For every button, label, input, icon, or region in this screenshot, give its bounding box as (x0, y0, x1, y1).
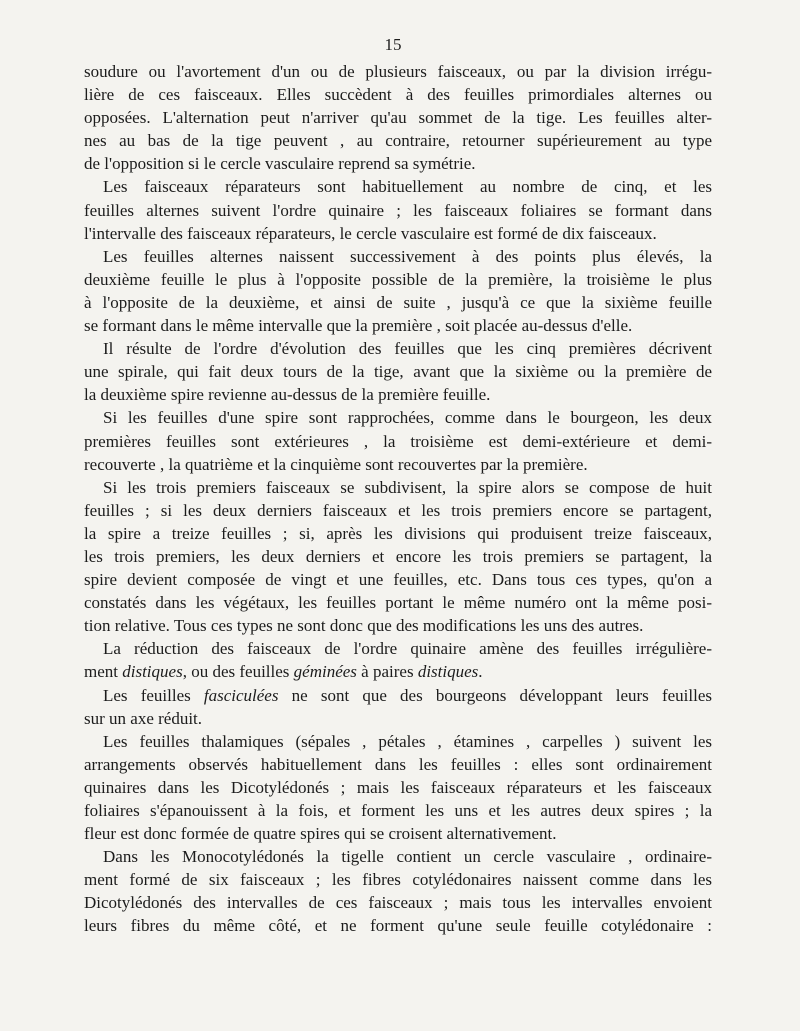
line-text: à l'opposite de la deuxième, et ainsi de suite , jusqu'à ce que la sixième feuille (84, 292, 712, 312)
line-text: Il résulte de l'ordre d'évolution des feuilles que les cinq premières décrivent (103, 339, 712, 359)
paragraph (84, 730, 712, 845)
line-text: ne sont que des bourgeons développant leurs feuilles (278, 685, 712, 705)
line-text: ment (84, 662, 123, 682)
line-text: feuilles alternes suivent l'ordre quinaire ; les faisceaux foliaires se formant dans (84, 200, 712, 220)
paragraph (84, 476, 712, 638)
line-text: la deuxième spire revienne au-dessus de la première feuille. (84, 385, 491, 405)
line-text: se formant dans le même intervalle que la première , soit placée au-dessus d'elle. (84, 316, 633, 336)
text-line (84, 106, 712, 129)
text-line (84, 891, 712, 914)
line-text: de l'opposition si le cercle vasculaire reprend sa symétrie. (84, 154, 476, 174)
text-line (84, 406, 712, 429)
text-line (84, 845, 712, 868)
text-line (84, 268, 712, 291)
text-line (84, 914, 712, 937)
text-line (84, 868, 712, 891)
paragraph (84, 337, 712, 406)
text-line (84, 175, 712, 198)
body-text (84, 60, 712, 938)
line-text: la spire a treize feuilles ; si, après les divisions qui produisent treize faisceaux, (84, 523, 712, 543)
line-text: lière de ces faisceaux. Elles succèdent à des feuilles primordiales alternes ou (84, 85, 712, 105)
line-text: deuxième feuille le plus à l'opposite possible de la première, la troisième le plus (84, 269, 712, 289)
line-text: les trois premiers, les deux derniers et encore les trois premiers se partagent, la (84, 546, 712, 566)
text-line (84, 753, 712, 776)
paragraph (84, 406, 712, 475)
text-line (84, 337, 712, 360)
line-text: quinaires dans les Dicotylédonés ; mais les faisceaux réparateurs et les faisceaux (84, 777, 712, 797)
paragraph (84, 637, 712, 683)
text-line (84, 591, 712, 614)
paragraph (84, 175, 712, 244)
line-text: ment formé de six faisceaux ; les fibres cotylédonaires naissent comme dans les (84, 870, 712, 890)
italic-text: distiques (122, 662, 183, 682)
text-line (84, 568, 712, 591)
line-text: constatés dans les végétaux, les feuilles portant le même numéro ont la même posi- (84, 593, 712, 613)
text-line (84, 383, 712, 406)
line-text: feuilles ; si les deux derniers faisceaux et les trois premiers encore se partagent, (84, 500, 712, 520)
text-line (84, 245, 712, 268)
text-line (84, 476, 712, 499)
text-line (84, 522, 712, 545)
line-text: spire devient composée de vingt et une feuilles, etc. Dans tous ces types, qu'on a (84, 570, 712, 590)
text-line (84, 776, 712, 799)
line-text: Les faisceaux réparateurs sont habituellement au nombre de cinq, et les (103, 177, 712, 197)
line-text: premières feuilles sont extérieures , la troisième est demi-extérieure et demi- (84, 431, 712, 451)
line-text: Si les trois premiers faisceaux se subdivisent, la spire alors se compose de huit (103, 477, 712, 497)
line-text: leurs fibres du même côté, et ne forment qu'une seule feuille cotylédonaire : (84, 916, 712, 936)
text-line (84, 291, 712, 314)
line-text: à paires (356, 662, 418, 682)
text-line (84, 707, 712, 730)
line-text: une spirale, qui fait deux tours de la tige, avant que la sixième ou la première de (84, 362, 712, 382)
line-text: opposées. L'alternation peut n'arriver qu'au sommet de la tige. Les feuilles alter- (84, 108, 712, 128)
text-line (84, 430, 712, 453)
line-text: Les feuilles thalamiques (sépales , pétales , étamines , carpelles ) suivent les (103, 731, 712, 751)
italic-text: géminées (293, 662, 357, 682)
text-line (84, 152, 712, 175)
text-line (84, 822, 712, 845)
text-line (84, 453, 712, 476)
paragraph (84, 245, 712, 337)
text-line (84, 129, 712, 152)
line-text: Les feuilles (103, 685, 204, 705)
text-line (84, 799, 712, 822)
text-line (84, 314, 712, 337)
text-line (84, 545, 712, 568)
text-line (84, 684, 712, 707)
text-line (84, 499, 712, 522)
text-line (84, 614, 712, 637)
text-line (84, 360, 712, 383)
text-line (84, 60, 712, 83)
line-text: fleur est donc formée de quatre spires qui se croisent alternativement. (84, 824, 557, 844)
paragraph (84, 845, 712, 937)
text-line (84, 730, 712, 753)
line-text: nes au bas de la tige peuvent , au contraire, retourner supérieurement au type (84, 131, 712, 151)
line-text: La réduction des faisceaux de l'ordre quinaire amène des feuilles irrégulière- (103, 639, 712, 659)
line-text: , ou des feuilles (182, 662, 294, 682)
paragraph (84, 60, 712, 175)
text-line (84, 637, 712, 660)
line-text: l'intervalle des faisceaux réparateurs, le cercle vasculaire est formé de dix faisceaux. (84, 223, 657, 243)
italic-text: distiques (417, 662, 479, 682)
italic-text: fasciculées (203, 685, 279, 705)
text-line (84, 222, 712, 245)
line-text: . (478, 662, 483, 682)
line-text: sur un axe réduit. (84, 708, 203, 728)
paragraph (84, 684, 712, 730)
line-text: soudure ou l'avortement d'un ou de plusieurs faisceaux, ou par la division irrégu- (84, 62, 712, 81)
line-text: Dans les Monocotylédonés la tigelle contient un cercle vasculaire , ordinaire- (103, 847, 712, 867)
line-text: arrangements observés habituellement dans les feuilles : elles sont ordinairement (84, 754, 712, 774)
text-line (84, 83, 712, 106)
text-line (84, 660, 712, 683)
line-text: foliaires s'épanouissent à la fois, et forment les uns et les autres deux spires ; la (84, 801, 712, 820)
line-text: tion relative. Tous ces types ne sont donc que des modifications les uns des autres. (84, 616, 644, 636)
text-line (84, 199, 712, 222)
page-number: 15 (384, 35, 402, 54)
line-text: Les feuilles alternes naissent successivement à des points plus élevés, la (103, 246, 712, 266)
line-text: Dicotylédonés des intervalles de ces faisceaux ; mais tous les intervalles envoient (84, 893, 712, 913)
line-text: Si les feuilles d'une spire sont rapprochées, comme dans le bourgeon, les deux (103, 408, 712, 428)
line-text: recouverte , la quatrième et la cinquième sont recouvertes par la première. (84, 454, 588, 474)
